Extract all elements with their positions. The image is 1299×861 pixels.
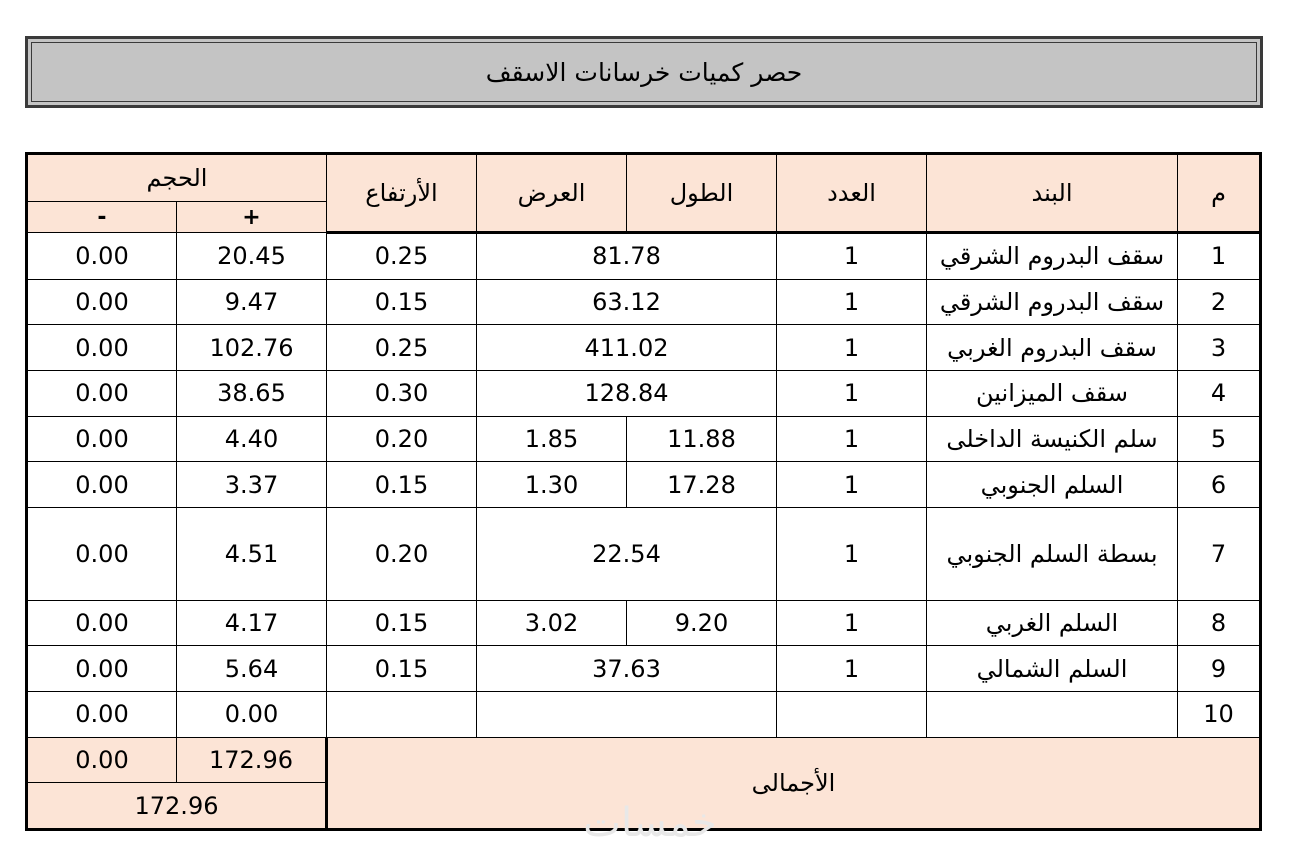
- count-cell: 1: [777, 279, 927, 325]
- plus-cell: 9.47: [177, 279, 327, 325]
- item-cell: سقف البدروم الشرقي: [927, 233, 1178, 280]
- item-cell: سلم الكنيسة الداخلى: [927, 416, 1178, 462]
- minus-cell: 0.00: [27, 508, 177, 600]
- table-row: [27, 416, 1261, 462]
- minus-cell: 0.00: [27, 600, 177, 646]
- plus-cell: 20.45: [177, 233, 327, 280]
- total-plus-cell: 172.96: [177, 737, 327, 783]
- table-row: [27, 691, 1261, 737]
- length-header: الطول: [627, 154, 777, 233]
- total-label: الأجمالى: [327, 737, 1261, 829]
- length-cell: 11.88: [627, 416, 777, 462]
- plus-cell: 4.51: [177, 508, 327, 600]
- item-cell: [927, 691, 1178, 737]
- length-cell: 9.20: [627, 600, 777, 646]
- minus-cell: 0.00: [27, 462, 177, 508]
- width-header: العرض: [477, 154, 627, 233]
- index-cell: 2: [1178, 279, 1261, 325]
- count-cell: 1: [777, 371, 927, 417]
- page-title: حصر كميات خرسانات الاسقف: [485, 57, 803, 87]
- count-cell: 1: [777, 416, 927, 462]
- index-cell: 8: [1178, 600, 1261, 646]
- item-cell: السلم الشمالي: [927, 646, 1178, 692]
- minus-cell: 0.00: [27, 279, 177, 325]
- plus-cell: 38.65: [177, 371, 327, 417]
- table-row: [27, 508, 1261, 600]
- minus-header: -: [27, 202, 177, 233]
- minus-cell: 0.00: [27, 646, 177, 692]
- area-cell: 128.84: [477, 371, 777, 417]
- item-cell: سقف البدروم الشرقي: [927, 279, 1178, 325]
- area-cell: 22.54: [477, 508, 777, 600]
- height-cell: 0.15: [327, 462, 477, 508]
- width-cell: 1.85: [477, 416, 627, 462]
- count-cell: 1: [777, 462, 927, 508]
- quantities-table: [25, 152, 1262, 831]
- plus-cell: 5.64: [177, 646, 327, 692]
- table-row: [27, 233, 1261, 280]
- area-cell: 37.63: [477, 646, 777, 692]
- area-cell: 63.12: [477, 279, 777, 325]
- length-cell: 17.28: [627, 462, 777, 508]
- count-header: العدد: [777, 154, 927, 233]
- count-cell: 1: [777, 646, 927, 692]
- height-cell: 0.15: [327, 600, 477, 646]
- table-row: [27, 600, 1261, 646]
- item-cell: سقف الميزانين: [927, 371, 1178, 417]
- count-cell: 1: [777, 233, 927, 280]
- height-cell: 0.25: [327, 233, 477, 280]
- item-cell: السلم الغربي: [927, 600, 1178, 646]
- area-cell: 81.78: [477, 233, 777, 280]
- index-cell: 7: [1178, 508, 1261, 600]
- item-cell: سقف البدروم الغربي: [927, 325, 1178, 371]
- item-header: البند: [927, 154, 1178, 233]
- total-minus-cell: 0.00: [27, 737, 177, 783]
- minus-cell: 0.00: [27, 416, 177, 462]
- area-cell: 411.02: [477, 325, 777, 371]
- index-cell: 1: [1178, 233, 1261, 280]
- item-cell: السلم الجنوبي: [927, 462, 1178, 508]
- index-cell: 3: [1178, 325, 1261, 371]
- height-cell: 0.30: [327, 371, 477, 417]
- item-cell: بسطة السلم الجنوبي: [927, 508, 1178, 600]
- count-cell: 1: [777, 508, 927, 600]
- plus-cell: 0.00: [177, 691, 327, 737]
- minus-cell: 0.00: [27, 371, 177, 417]
- plus-cell: 4.17: [177, 600, 327, 646]
- count-cell: [777, 691, 927, 737]
- height-cell: 0.25: [327, 325, 477, 371]
- height-cell: 0.20: [327, 508, 477, 600]
- table-row: [27, 371, 1261, 417]
- width-cell: 1.30: [477, 462, 627, 508]
- index-header: م: [1178, 154, 1261, 233]
- height-cell: 0.20: [327, 416, 477, 462]
- height-cell: [327, 691, 477, 737]
- width-cell: 3.02: [477, 600, 627, 646]
- index-cell: 6: [1178, 462, 1261, 508]
- volume-header: الحجم: [27, 154, 327, 202]
- plus-header: +: [177, 202, 327, 233]
- minus-cell: 0.00: [27, 325, 177, 371]
- page-title-box: [25, 36, 1263, 108]
- count-cell: 1: [777, 325, 927, 371]
- area-cell: [477, 691, 777, 737]
- table-row: [27, 325, 1261, 371]
- table-row: [27, 462, 1261, 508]
- index-cell: 5: [1178, 416, 1261, 462]
- minus-cell: 0.00: [27, 691, 177, 737]
- plus-cell: 102.76: [177, 325, 327, 371]
- height-cell: 0.15: [327, 646, 477, 692]
- plus-cell: 3.37: [177, 462, 327, 508]
- net-total-cell: 172.96: [27, 783, 327, 830]
- height-header: الأرتفاع: [327, 154, 477, 233]
- totals-row: [27, 737, 1261, 783]
- plus-cell: 4.40: [177, 416, 327, 462]
- count-cell: 1: [777, 600, 927, 646]
- index-cell: 9: [1178, 646, 1261, 692]
- watermark-logo: خمسات: [583, 800, 717, 846]
- index-cell: 10: [1178, 691, 1261, 737]
- height-cell: 0.15: [327, 279, 477, 325]
- table-row: [27, 279, 1261, 325]
- index-cell: 4: [1178, 371, 1261, 417]
- minus-cell: 0.00: [27, 233, 177, 280]
- table-row: [27, 646, 1261, 692]
